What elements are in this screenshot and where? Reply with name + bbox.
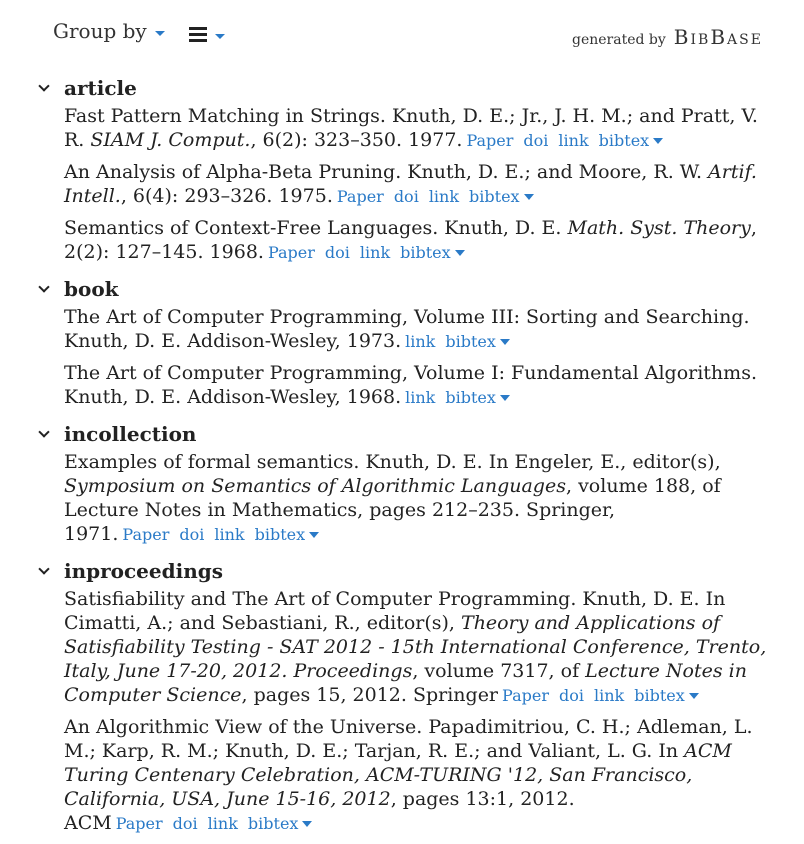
link-label: doi xyxy=(523,131,549,150)
caret-down-icon xyxy=(689,693,699,699)
link-label: Paper xyxy=(502,686,549,705)
entry-venue: SIAM J. Comput. xyxy=(84,129,251,151)
caret-down-icon xyxy=(500,339,510,345)
group-article xyxy=(36,72,776,265)
group-by-label: Group by xyxy=(53,19,147,43)
link-label: bibtex xyxy=(247,814,299,833)
group-header-inproceedings[interactable] xyxy=(36,555,776,587)
bibbase-logo[interactable]: BibBase xyxy=(673,25,763,49)
link-label: doi xyxy=(558,686,584,705)
entry-authors: Knuth, D. E. xyxy=(359,451,483,473)
publication-list xyxy=(36,72,776,844)
chevron-down-icon xyxy=(38,80,49,91)
link-link[interactable] xyxy=(558,131,588,150)
list-menu-button[interactable] xyxy=(189,27,225,42)
doi-link[interactable] xyxy=(179,525,204,544)
entry-title: An Algorithmic View of the Universe. xyxy=(64,716,423,738)
link-label: bibtex xyxy=(634,686,685,705)
entry-rest: Addison-Wesley, 1973. xyxy=(181,330,402,352)
entry-title: Examples of formal semantics. xyxy=(64,451,360,473)
link-label: link xyxy=(405,388,436,407)
entry-title: An Analysis of Alpha-Beta Pruning. xyxy=(64,161,402,183)
group-header-incollection[interactable] xyxy=(36,418,776,450)
link-label: doi xyxy=(172,814,198,833)
link-label: Paper xyxy=(122,525,170,544)
entry-title: Satisfiability and The Art of Computer Programming. xyxy=(64,588,577,610)
bibtex-link[interactable] xyxy=(248,814,313,833)
publication-entry xyxy=(64,587,776,708)
group-inproceedings xyxy=(36,555,776,836)
link-label: doi xyxy=(393,187,419,206)
link-label: doi xyxy=(179,525,205,544)
publication-entry xyxy=(64,160,776,209)
caret-down-icon xyxy=(155,31,165,36)
entry-authors: Knuth, D. E. xyxy=(576,588,700,610)
doi-link[interactable] xyxy=(523,131,548,150)
link-label: link xyxy=(359,243,391,262)
link-link[interactable] xyxy=(360,243,390,262)
entry-authors: Papadimitriou, C. H.; Adleman, L. M.; Karp, R. M.; Knuth, D. E.; Tarjan, R. E.; and Valiant, L. G. xyxy=(64,716,753,762)
list-menu-icon xyxy=(189,27,207,42)
link-link[interactable] xyxy=(405,332,435,351)
entry-title: Semantics of Context-Free Languages. xyxy=(64,217,439,239)
link-link[interactable] xyxy=(429,187,459,206)
link-link[interactable] xyxy=(214,525,244,544)
group-incollection xyxy=(36,418,776,547)
caret-down-icon xyxy=(302,821,312,827)
publication-entry xyxy=(64,715,776,836)
group-book xyxy=(36,273,776,410)
publication-entry xyxy=(64,216,776,265)
link-label: link xyxy=(405,332,436,351)
bibtex-link[interactable] xyxy=(469,187,534,206)
entry-title: The Art of Computer Programming, Volume III: Sorting and Searching. xyxy=(64,306,750,328)
entry-venue: Theory and Applications of Satisfiability Testing - SAT 2012 - 15th International Conference, Trento, Italy, June 17-20, 2012. Proceedings xyxy=(64,612,767,682)
entry-rest: , volume 188, of Lecture Notes in Mathematics, pages 212–235. Springer, 1971. xyxy=(64,475,721,545)
link-label: link xyxy=(214,525,245,544)
doi-link[interactable] xyxy=(173,814,198,833)
generated-by-label: generated by xyxy=(572,32,666,48)
entry-authors: Knuth, D. E.; Jr., J. H. M.; and Pratt, V. R. xyxy=(64,105,758,151)
entry-venue2: Lecture Notes in Computer Science xyxy=(64,660,747,706)
Paper-link[interactable] xyxy=(466,131,513,150)
link-label: bibtex xyxy=(254,525,306,544)
entry-rest: , 2(2): 127–145. 1968. xyxy=(64,217,757,263)
bibtex-link[interactable] xyxy=(445,332,510,351)
entry-mid: , volume 7317, of xyxy=(412,660,586,682)
doi-link[interactable] xyxy=(325,243,350,262)
group-label: article xyxy=(64,76,137,100)
chevron-down-icon xyxy=(38,563,49,574)
entry-authors: Knuth, D. E. xyxy=(64,330,182,352)
entry-title: Fast Pattern Matching in Strings. xyxy=(64,105,386,127)
entry-rest: , pages 15, 2012. Springer xyxy=(241,684,499,706)
caret-down-icon xyxy=(309,532,319,538)
bibtex-link[interactable] xyxy=(255,525,320,544)
link-label: link xyxy=(558,131,589,150)
link-link[interactable] xyxy=(208,814,238,833)
caret-down-icon xyxy=(524,194,534,200)
Paper-link[interactable] xyxy=(337,187,384,206)
link-label: link xyxy=(593,686,625,705)
publication-entry xyxy=(64,450,776,547)
group-label: book xyxy=(64,277,119,301)
link-label: Paper xyxy=(336,187,384,206)
Paper-link[interactable] xyxy=(116,814,163,833)
generated-by xyxy=(572,25,763,49)
entry-venue: Symposium on Semantics of Algorithmic Languages xyxy=(64,475,566,497)
link-label: link xyxy=(207,814,238,833)
chevron-down-icon xyxy=(38,281,49,292)
doi-link[interactable] xyxy=(394,187,419,206)
entry-rest: , pages 13:1, 2012. ACM xyxy=(64,788,575,834)
link-label: bibtex xyxy=(598,131,650,150)
entry-venue: Math. Syst. Theory xyxy=(561,217,751,239)
link-label: bibtex xyxy=(400,243,451,262)
publication-entry xyxy=(64,104,776,153)
link-label: Paper xyxy=(267,243,315,262)
caret-down-icon xyxy=(215,34,225,39)
bibtex-link[interactable] xyxy=(634,686,699,705)
toolbar xyxy=(0,0,804,60)
caret-down-icon xyxy=(500,395,510,401)
entry-title: The Art of Computer Programming, Volume I: Fundamental Algorithms. xyxy=(64,362,757,384)
link-label: bibtex xyxy=(445,332,496,351)
entry-pre: In Cimatti, A.; and Sebastiani, R., editor(s), xyxy=(64,588,726,634)
group-label: incollection xyxy=(64,422,197,446)
link-link[interactable] xyxy=(405,388,435,407)
group-header-book[interactable] xyxy=(36,273,776,305)
link-label: link xyxy=(428,187,460,206)
Paper-link[interactable] xyxy=(122,525,169,544)
link-label: doi xyxy=(324,243,350,262)
publication-entry xyxy=(64,305,776,354)
entry-pre: In xyxy=(652,740,685,762)
publication-entry xyxy=(64,361,776,410)
entry-authors: Knuth, D. E. xyxy=(438,217,562,239)
bibtex-link[interactable] xyxy=(400,243,465,262)
bibtex-link[interactable] xyxy=(599,131,664,150)
entry-venue: Artif. Intell. xyxy=(64,161,757,207)
entry-pre: In Engeler, E., editor(s), xyxy=(482,451,721,473)
entry-authors: Knuth, D. E.; and Moore, R. W. xyxy=(401,161,703,183)
caret-down-icon xyxy=(455,250,465,256)
link-label: Paper xyxy=(466,131,514,150)
link-link[interactable] xyxy=(594,686,624,705)
entry-venue: ACM Turing Centenary Celebration, ACM-TURING '12, San Francisco, California, USA, June 15-16, 2012 xyxy=(64,740,732,810)
chevron-down-icon xyxy=(38,426,49,437)
Paper-link[interactable] xyxy=(502,686,549,705)
group-by-dropdown[interactable] xyxy=(53,19,165,43)
caret-down-icon xyxy=(653,138,663,144)
link-label: bibtex xyxy=(469,187,520,206)
link-label: bibtex xyxy=(445,388,496,407)
entry-authors: Knuth, D. E. xyxy=(64,386,182,408)
link-label: Paper xyxy=(115,814,163,833)
group-label: inproceedings xyxy=(64,559,223,583)
entry-rest: , 6(2): 323–350. 1977. xyxy=(250,129,463,151)
doi-link[interactable] xyxy=(559,686,584,705)
group-header-article[interactable] xyxy=(36,72,776,104)
bibtex-link[interactable] xyxy=(445,388,510,407)
entry-rest: Addison-Wesley, 1968. xyxy=(181,386,402,408)
entry-rest: , 6(4): 293–326. 1975. xyxy=(120,185,333,207)
Paper-link[interactable] xyxy=(268,243,315,262)
